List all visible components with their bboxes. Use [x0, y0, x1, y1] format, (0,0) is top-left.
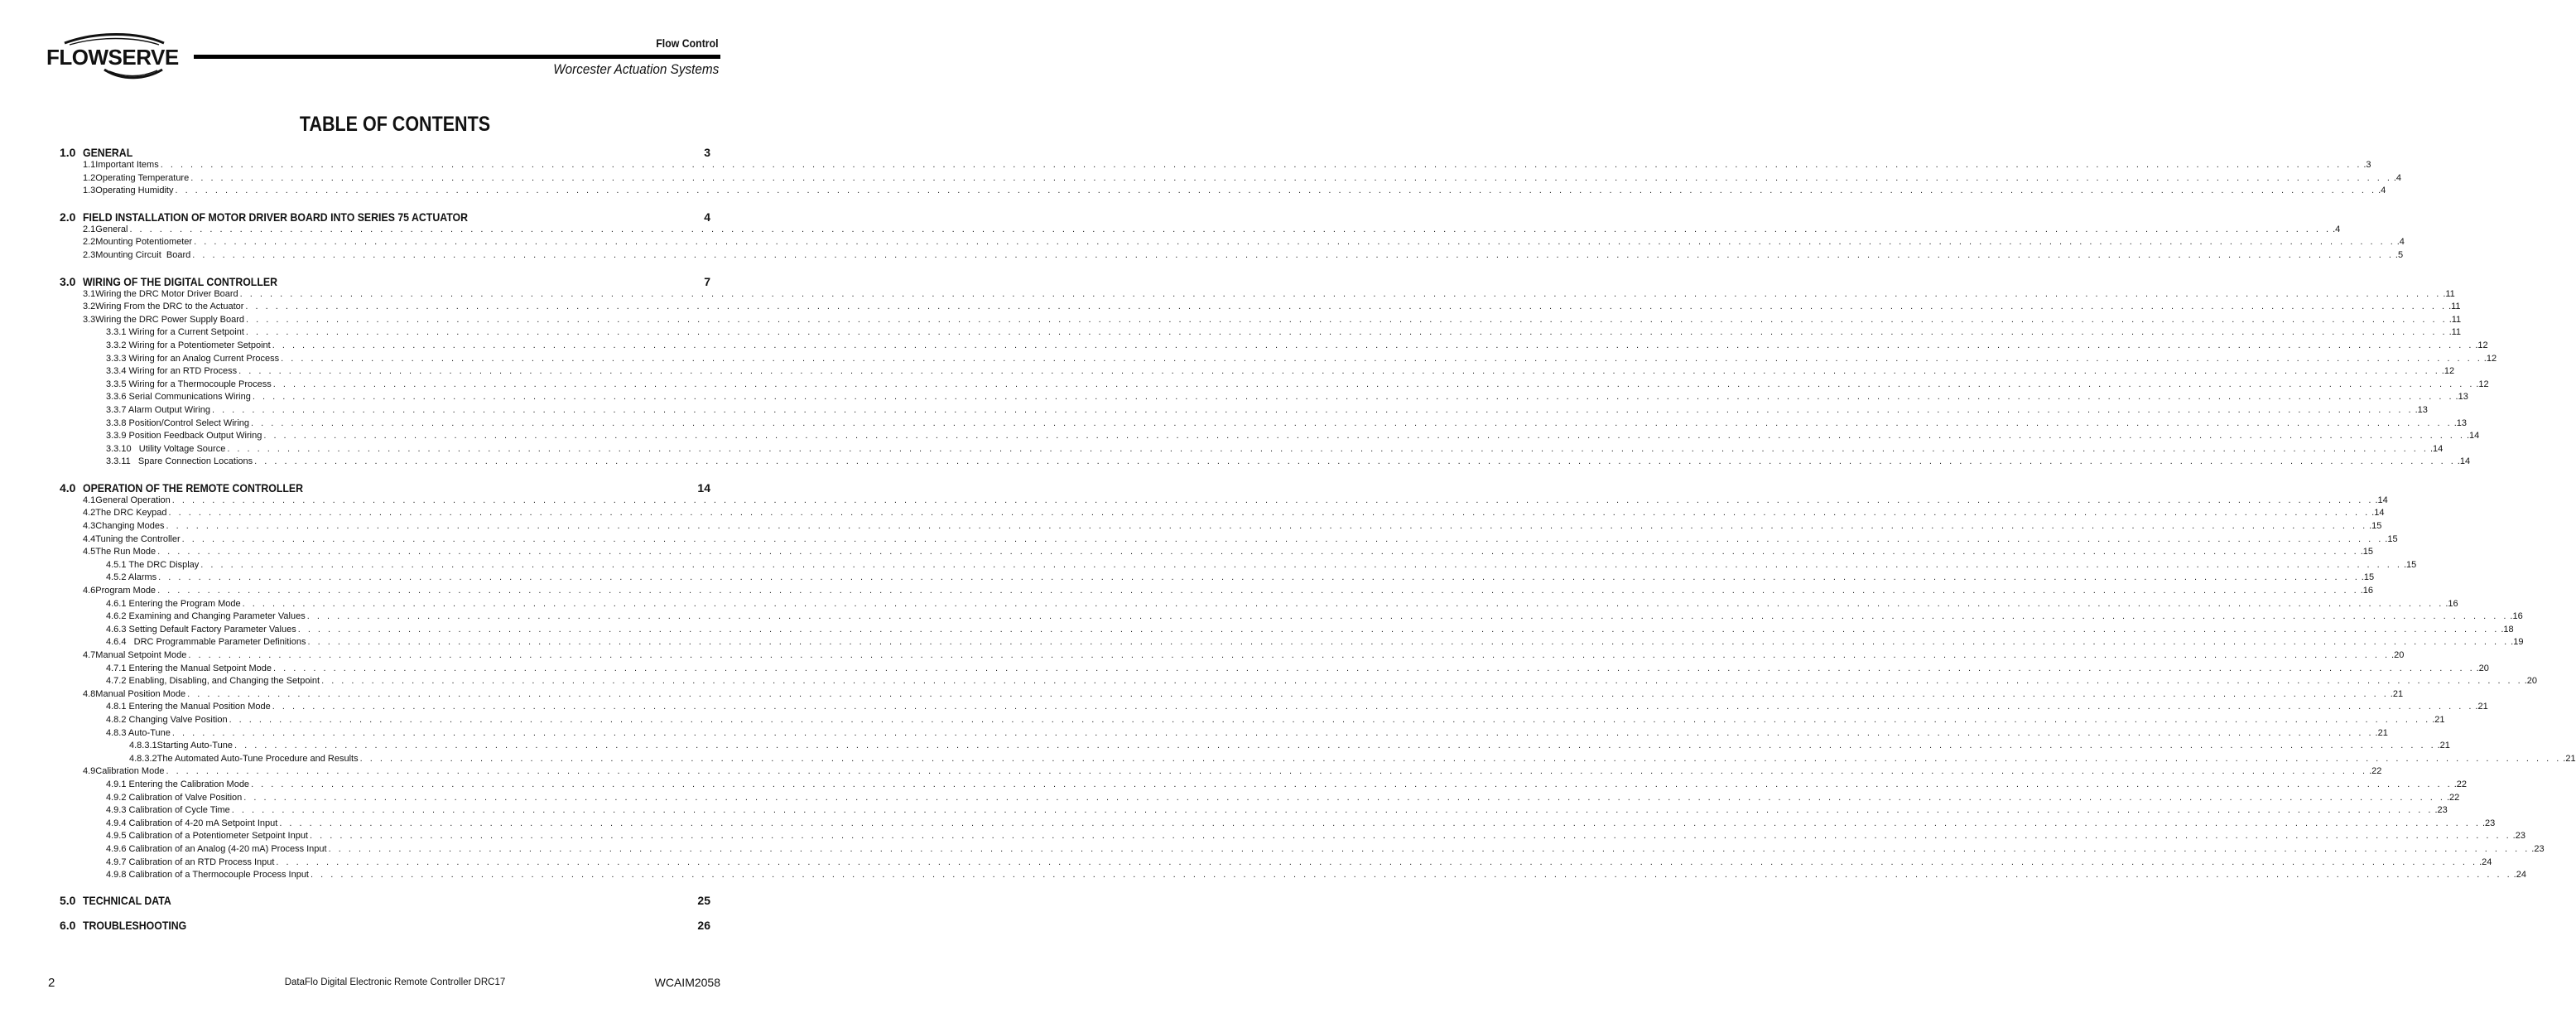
entry-label: Mounting Potentiometer [95, 237, 193, 248]
page-title: TABLE OF CONTENTS [299, 113, 491, 136]
toc-entry[interactable] [60, 818, 2496, 831]
dot-leader: . . . . . . . . . . . . . . . . . . . . . . . . . . . . . . . . . . . . . . . . . . . . . . . . . . . . . . . . . . . . . . . . . . . . . . . . . . . . . . . . . . . . . . . . . . . . . . . . . . . . . . . . . . . . . . . . . . . . . . . . . . . . . . . . . . . . . . . . . . . . . . . . . . . . . . . . . . . . . . . . . . . . . . . . . . . . . . . . . . . . . . . . . . . . . . . . . . . . . . . . . . . . . . . . . . . . . . . . . . . . [188, 650, 2391, 660]
entry-page: .15 [2403, 559, 2417, 570]
entry-label: 4.6.1 Entering the Program Mode [106, 598, 241, 609]
entry-label: 4.8.2 Changing Valve Position [106, 714, 228, 725]
dot-leader: . . . . . . . . . . . . . . . . . . . . . . . . . . . . . . . . . . . . . . . . . . . . . . . . . . . . . . . . . . . . . . . . . . . . . . . . . . . . . . . . . . . . . . . . . . . . . . . . . . . . . . . . . . . . . . . . . . . . . . . . . . . . . . . . . . . . . . . . . . . . . . . . . . . . . . . . . . . . . . . . . . . . . . . . . . . . . . . . . . . . . . . . . . . . . . . . . . . . . . . . . . . . . . . . . . . . . . . . . . . . [171, 727, 2374, 738]
entry-label: Important Items [95, 160, 159, 170]
dot-leader: . . . . . . . . . . . . . . . . . . . . . . . . . . . . . . . . . . . . . . . . . . . . . . . . . . . . . . . . . . . . . . . . . . . . . . . . . . . . . . . . . . . . . . . . . . . . . . . . . . . . . . . . . . . . . . . . . . . . . . . . . . . . . . . . . . . . . . . . . . . . . . . . . . . . . . . . . . . . . . . . . . . . . . . . . . . . . . . . . . . . . . . . . . . . . . . . . . . . . . . . . . . . . . . . . . . . . . . . . . . . [245, 327, 2448, 338]
toc-entry[interactable] [60, 779, 2468, 792]
toc-entry[interactable] [60, 249, 2404, 263]
entry-page: .15 [2360, 547, 2374, 557]
toc-entry[interactable] [60, 365, 2455, 379]
dot-leader: . . . . . . . . . . . . . . . . . . . . . . . . . . . . . . . . . . . . . . . . . . . . . . . . . . . . . . . . . . . . . . . . . . . . . . . . . . . . . . . . . . . . . . . . . . . . . . . . . . . . . . . . . . . . . . . . . . . . . . . . . . . . . . . . . . . . . . . . . . . . . . . . . . . . . . . . . . . . . . . . . . . . . . . . . . . . . . . . . . . . . . . . . . . . . . . . . . . . . . . . . . . . . . . . . . . . . . . . . . . . [251, 417, 2453, 428]
footer-document-title: DataFlo Digital Electronic Remote Controller DRC17 [284, 977, 506, 987]
toc-section-heading[interactable] [60, 481, 710, 495]
entry-page: .12 [2476, 379, 2489, 389]
footer-document-id: WCAIM2058 [654, 976, 720, 989]
dot-leader: . . . . . . . . . . . . . . . . . . . . . . . . . . . . . . . . . . . . . . . . . . . . . . . . . . . . . . . . . . . . . . . . . . . . . . . . . . . . . . . . . . . . . . . . . . . . . . . . . . . . . . . . . . . . . . . . . . . . . . . . . . . . . . . . . . . . . . . . . . . . . . . . . . . . . . . . . . . . . . . . . . . . . . . . . . . . . . . . . . . . . . . . . . . . . . . . . . . . . . . . . . . . . . . . . . . . . . . . . . . . [310, 831, 2511, 842]
dot-leader: . . . . . . . . . . . . . . . . . . . . . . . . . . . . . . . . . . . . . . . . . . . . . . . . . . . . . . . . . . . . . . . . . . . . . . . . . . . . . . . . . . . . . . . . . . . . . . . . . . . . . . . . . . . . . . . . . . . . . . . . . . . . . . . . . . . . . . . . . . . . . . . . . . . . . . . . . . . . . . . . . . . . . . . . . . . . . . . . . . . . . . . . . . . . . . . . . . . . . . . . . . . . . . . . . . . . . . . . . . . . [359, 753, 2562, 764]
entry-number: 1.3 [83, 186, 96, 196]
dot-leader: . . . . . . . . . . . . . . . . . . . . . . . . . . . . . . . . . . . . . . . . . . . . . . . . . . . . . . . . . . . . . . . . . . . . . . . . . . . . . . . . . . . . . . . . . . . . . . . . . . . . . . . . . . . . . . . . . . . . . . . . . . . . . . . . . . . . . . . . . . . . . . . . . . . . . . . . . . . . . . . . . . . . . . . . . . . . . . . . . . . . . . . . . . . . . . . . . . . . . . . . . . . . . . . . . . . . . . . . . . . . [160, 160, 2362, 170]
entry-page: .21 [2432, 714, 2445, 725]
toc-entry[interactable] [60, 804, 2448, 818]
header-rule [194, 55, 720, 59]
dot-leader: . . . . . . . . . . . . . . . . . . . . . . . . . . . . . . . . . . . . . . . . . . . . . . . . . . . . . . . . . . . . . . . . . . . . . . . . . . . . . . . . . . . . . . . . . . . . . . . . . . . . . . . . . . . . . . . . . . . . . . . . . . . . . . . . . . . . . . . . . . . . . . . . . . . . . . . . . . . . . . . . . . . . . . . . . . . . . . . . . . . . . . . . . . . . . . . . . . . . . . . . . . . . . . . . . . . . . . . . . . . . [276, 857, 2478, 867]
entry-label: 4.9.6 Calibration of an Analog (4-20 mA) Process Input [106, 843, 327, 854]
dot-leader: . . . . . . . . . . . . . . . . . . . . . . . . . . . . . . . . . . . . . . . . . . . . . . . . . . . . . . . . . . . . . . . . . . . . . . . . . . . . . . . . . . . . . . . . . . . . . . . . . . . . . . . . . . . . . . . . . . . . . . . . . . . . . . . . . . . . . . . . . . . . . . . . . . . . . . . . . . . . . . . . . . . . . . . . . . . . . . . . . . . . . . . . . . . . . . . . . . . . . . . . . . . . . . . . . . . . . . . . . . . . [231, 805, 2434, 816]
header-division: Flow Control [656, 36, 719, 50]
dot-leader: . . . . . . . . . . . . . . . . . . . . . . . . . . . . . . . . . . . . . . . . . . . . . . . . . . . . . . . . . . . . . . . . . . . . . . . . . . . . . . . . . . . . . . . . . . . . . . . . . . . . . . . . . . . . . . . . . . . . . . . . . . . . . . . . . . . . . . . . . . . . . . . . . . . . . . . . . . . . . . . . . . . . . . . . . . . . . . . . . . . . . . . . . . . . . . . . . . . . . . . . . . . . . . . . . . . . . . . . . . . . [175, 186, 2377, 196]
entry-page: .19 [2511, 637, 2524, 648]
entry-label: 4.9.8 Calibration of a Thermocouple Process Input [106, 870, 309, 881]
section-page: 7 [704, 274, 710, 288]
toc-entry[interactable] [60, 688, 2404, 702]
toc-entry[interactable] [60, 572, 2375, 585]
section-title: GENERAL [83, 146, 133, 159]
toc-entry[interactable] [60, 314, 2462, 327]
dot-leader: . . . . . . . . . . . . . . . . . . . . . . . . . . . . . . . . . . . . . . . . . . . . . . . . . . . . . . . . . . . . . . . . . . . . . . . . . . . . . . . . . . . . . . . . . . . . . . . . . . . . . . . . . . . . . . . . . . . . . . . . . . . . . . . . . . . . . . . . . . . . . . . . . . . . . . . . . . . . . . . . . . . . . . . . . . . . . . . . . . . . . . . . . . . . . . . . . . . . . . . . . . . . . . . . . . . . . . . . . . . . [211, 404, 2414, 415]
entry-page: .11 [2448, 327, 2462, 338]
entry-number: 4.5 [83, 547, 96, 557]
dot-leader: . . . . . . . . . . . . . . . . . . . . . . . . . . . . . . . . . . . . . . . . . . . . . . . . . . . . . . . . . . . . . . . . . . . . . . . . . . . . . . . . . . . . . . . . . . . . . . . . . . . . . . . . . . . . . . . . . . . . . . . . . . . . . . . . . . . . . . . . . . . . . . . . . . . . . . . . . . . . . . . . . . . . . . . . . . . . . . . . . . . . . . . . . . . . . . . . . . . . . . . . . . . . . . . . . . . . . . . . . . . . [306, 611, 2509, 622]
entry-page: .16 [2445, 598, 2458, 609]
entry-label: The DRC Keypad [95, 508, 167, 519]
dot-leader: . . . . . . . . . . . . . . . . . . . . . . . . . . . . . . . . . . . . . . . . . . . . . . . . . . . . . . . . . . . . . . . . . . . . . . . . . . . . . . . . . . . . . . . . . . . . . . . . . . . . . . . . . . . . . . . . . . . . . . . . . . . . . . . . . . . . . . . . . . . . . . . . . . . . . . . . . . . . . . . . . . . . . . . . . . . . . . . . . . . . . . . . . . . . . . . . . . . . . . . . . . . . . . . . . . . . . . . . . . . . [272, 702, 2474, 712]
entry-page: .23 [2531, 843, 2545, 854]
section-title: OPERATION OF THE REMOTE CONTROLLER [83, 480, 304, 495]
entry-label: Operating Temperature [95, 172, 190, 183]
entry-page: .11 [2448, 302, 2461, 312]
entry-label: 4.9.5 Calibration of a Potentiometer Setpoint Input [106, 831, 308, 842]
entry-page: .11 [2448, 314, 2462, 325]
toc-entry[interactable] [60, 288, 2455, 302]
toc-entry[interactable] [60, 533, 2398, 547]
dot-leader: . . . . . . . . . . . . . . . . . . . . . . . . . . . . . . . . . . . . . . . . . . . . . . . . . . . . . . . . . . . . . . . . . . . . . . . . . . . . . . . . . . . . . . . . . . . . . . . . . . . . . . . . . . . . . . . . . . . . . . . . . . . . . . . . . . . . . . . . . . . . . . . . . . . . . . . . . . . . . . . . . . . . . . . . . . . . . . . . . . . . . . . . . . . . . . . . . . . . . . . . . . . . . . . . . . . . . . . . . . . . [252, 392, 2454, 403]
dot-leader: . . . . . . . . . . . . . . . . . . . . . . . . . . . . . . . . . . . . . . . . . . . . . . . . . . . . . . . . . . . . . . . . . . . . . . . . . . . . . . . . . . . . . . . . . . . . . . . . . . . . . . . . . . . . . . . . . . . . . . . . . . . . . . . . . . . . . . . . . . . . . . . . . . . . . . . . . . . . . . . . . . . . . . . . . . . . . . . . . . . . . . . . . . . . . . . . . . . . . . . . . . . . . . . . . . . . . . . . . . . . [166, 766, 2368, 777]
toc-entry[interactable] [60, 636, 2524, 649]
toc-entry[interactable] [60, 391, 2468, 404]
entry-number: 2.3 [83, 249, 96, 260]
section-title: FIELD INSTALLATION OF MOTOR DRIVER BOARD INTO SERIES 75 ACTUATOR [83, 210, 468, 224]
entry-label: Tuning the Controller [95, 533, 181, 544]
entry-number: 4.8 [83, 688, 96, 699]
entry-page: .21 [2390, 688, 2404, 699]
entry-page: .15 [2385, 533, 2398, 544]
toc-entry[interactable] [60, 495, 2388, 508]
entry-page: .20 [2476, 663, 2489, 673]
toc-entry[interactable] [60, 857, 2492, 870]
dot-leader: . . . . . . . . . . . . . . . . . . . . . . . . . . . . . . . . . . . . . . . . . . . . . . . . . . . . . . . . . . . . . . . . . . . . . . . . . . . . . . . . . . . . . . . . . . . . . . . . . . . . . . . . . . . . . . . . . . . . . . . . . . . . . . . . . . . . . . . . . . . . . . . . . . . . . . . . . . . . . . . . . . . . . . . . . . . . . . . . . . . . . . . . . . . . . . . . . . . . . . . . . . . . . . . . . . . . . . . . . . . . [234, 741, 2436, 751]
dot-leader: . . . . . . . . . . . . . . . . . . . . . . . . . . . . . . . . . . . . . . . . . . . . . . . . . . . . . . . . . . . . . . . . . . . . . . . . . . . . . . . . . . . . . . . . . . . . . . . . . . . . . . . . . . . . . . . . . . . . . . . . . . . . . . . . . . . . . . . . . . . . . . . . . . . . . . . . . . . . . . . . . . . . . . . . . . . . . . . . . . . . . . . . . . . . . . . . . . . . . . . . . . . . . . . . . . . . . . . . . . . . [272, 663, 2475, 673]
entry-label: Wiring the DRC Power Supply Board [95, 314, 245, 325]
dot-leader: . . . . . . . . . . . . . . . . . . . . . . . . . . . . . . . . . . . . . . . . . . . . . . . . . . . . . . . . . . . . . . . . . . . . . . . . . . . . . . . . . . . . . . . . . . . . . . . . . . . . . . . . . . . . . . . . . . . . . . . . . . . . . . . . . . . . . . . . . . . . . . . . . . . . . . . . . . . . . . . . . . . . . . . . . . . . . . . . . . . . . . . . . . . . . . . . . . . . . . . . . . . . . . . . . . . . . . . . . . . . [239, 288, 2442, 299]
entry-page: .12 [2483, 353, 2497, 364]
dot-leader: . . . . . . . . . . . . . . . . . . . . . . . . . . . . . . . . . . . . . . . . . . . . . . . . . . . . . . . . . . . . . . . . . . . . . . . . . . . . . . . . . . . . . . . . . . . . . . . . . . . . . . . . . . . . . . . . . . . . . . . . . . . . . . . . . . . . . . . . . . . . . . . . . . . . . . . . . . . . . . . . . . . . . . . . . . . . . . . . . . . . . . . . . . . . . . . . . . . . . . . . . . . . . . . . . . . . . . . . . . . . [187, 688, 2389, 699]
section-number: 6.0 [60, 918, 76, 932]
entry-label: 4.8.1 Entering the Manual Position Mode [106, 702, 271, 712]
dot-leader: . . . . . . . . . . . . . . . . . . . . . . . . . . . . . . . . . . . . . . . . . . . . . . . . . . . . . . . . . . . . . . . . . . . . . . . . . . . . . . . . . . . . . . . . . . . . . . . . . . . . . . . . . . . . . . . . . . . . . . . . . . . . . . . . . . . . . . . . . . . . . . . . . . . . . . . . . . . . . . . . . . . . . . . . . . . . . . . . . . . . . . . . . . . . . . . . . . . . . . . . . . . . . . . . . . . . . . . . . . . . [171, 495, 2374, 505]
entry-label: 4.9.4 Calibration of 4-20 mA Setpoint Input [106, 818, 278, 828]
entry-label: 3.3.7 Alarm Output Wiring [106, 404, 210, 415]
entry-page: .23 [2434, 805, 2448, 816]
dot-leader: . . . . . . . . . . . . . . . . . . . . . . . . . . . . . . . . . . . . . . . . . . . . . . . . . . . . . . . . . . . . . . . . . . . . . . . . . . . . . . . . . . . . . . . . . . . . . . . . . . . . . . . . . . . . . . . . . . . . . . . . . . . . . . . . . . . . . . . . . . . . . . . . . . . . . . . . . . . . . . . . . . . . . . . . . . . . . . . . . . . . . . . . . . . . . . . . . . . . . . . . . . . . . . . . . . . . . . . . . . . . [272, 340, 2474, 350]
entry-page: .4 [2333, 224, 2341, 234]
toc-entry[interactable] [60, 649, 2405, 663]
dot-leader: . . . . . . . . . . . . . . . . . . . . . . . . . . . . . . . . . . . . . . . . . . . . . . . . . . . . . . . . . . . . . . . . . . . . . . . . . . . . . . . . . . . . . . . . . . . . . . . . . . . . . . . . . . . . . . . . . . . . . . . . . . . . . . . . . . . . . . . . . . . . . . . . . . . . . . . . . . . . . . . . . . . . . . . . . . . . . . . . . . . . . . . . . . . . . . . . . . . . . . . . . . . . . . . . . . . . . . . . . . . . [328, 843, 2530, 854]
section-spacer [60, 882, 710, 894]
toc-entry[interactable] [60, 520, 2382, 533]
section-spacer [60, 469, 710, 481]
entry-label: 4.8.3 Auto-Tune [106, 727, 171, 738]
entry-page: .14 [2375, 495, 2388, 505]
section-spacer [60, 907, 710, 919]
dot-leader: . . . . . . . . . . . . . . . . . . . . . . . . . . . . . . . . . . . . . . . . . . . . . . . . . . . . . . . . . . . . . . . . . . . . . . . . . . . . . . . . . . . . . . . . . . . . . . . . . . . . . . . . . . . . . . . . . . . . . . . . . . . . . . . . . . . . . . . . . . . . . . . . . . . . . . . . . . . . . . . . . . . . . . . . . . . . . . . . . . . . . . . . . . . . . . . . . . . . . . . . . . . . . . . . . . . . . . . . . . . . [200, 559, 2402, 570]
entry-label: General Operation [95, 495, 171, 505]
toc-entry[interactable] [60, 585, 2374, 598]
section-spacer [60, 263, 710, 275]
entry-label: Manual Setpoint Mode [95, 650, 187, 660]
entry-label: 4.6.2 Examining and Changing Parameter Values [106, 611, 306, 622]
flowserve-logo [46, 33, 179, 83]
toc-entry[interactable] [60, 236, 2405, 249]
header-subtitle: Worcester Actuation Systems [552, 61, 719, 77]
dot-leader: . . . . . . . . . . . . . . . . . . . . . . . . . . . . . . . . . . . . . . . . . . . . . . . . . . . . . . . . . . . . . . . . . . . . . . . . . . . . . . . . . . . . . . . . . . . . . . . . . . . . . . . . . . . . . . . . . . . . . . . . . . . . . . . . . . . . . . . . . . . . . . . . . . . . . . . . . . . . . . . . . . . . . . . . . . . . . . . . . . . . . . . . . . . . . . . . . . . . . . . . . . . . . . . . . . . . . . . . . . . . [297, 624, 2500, 635]
toc-entry[interactable] [60, 727, 2388, 741]
dot-leader: . . . . . . . . . . . . . . . . . . . . . . . . . . . . . . . . . . . . . . . . . . . . . . . . . . . . . . . . . . . . . . . . . . . . . . . . . . . . . . . . . . . . . . . . . . . . . . . . . . . . . . . . . . . . . . . . . . . . . . . . . . . . . . . . . . . . . . . . . . . . . . . . . . . . . . . . . . . . . . . . . . . . . . . . . . . . . . . . . . . . . . . . . . . . . . . . . . . . . . . . . . . . . . . . . . . . . . . . . . . . [157, 547, 2359, 557]
dot-leader: . . . . . . . . . . . . . . . . . . . . . . . . . . . . . . . . . . . . . . . . . . . . . . . . . . . . . . . . . . . . . . . . . . . . . . . . . . . . . . . . . . . . . . . . . . . . . . . . . . . . . . . . . . . . . . . . . . . . . . . . . . . . . . . . . . . . . . . . . . . . . . . . . . . . . . . . . . . . . . . . . . . . . . . . . . . . . . . . . . . . . . . . . . . . . . . . . . . . . . . . . . . . . . . . . . . . . . . . . . . . [251, 779, 2453, 789]
toc-entry[interactable] [60, 559, 2417, 572]
entry-page: .24 [2479, 857, 2492, 867]
dot-leader: . . . . . . . . . . . . . . . . . . . . . . . . . . . . . . . . . . . . . . . . . . . . . . . . . . . . . . . . . . . . . . . . . . . . . . . . . . . . . . . . . . . . . . . . . . . . . . . . . . . . . . . . . . . . . . . . . . . . . . . . . . . . . . . . . . . . . . . . . . . . . . . . . . . . . . . . . . . . . . . . . . . . . . . . . . . . . . . . . . . . . . . . . . . . . . . . . . . . . . . . . . . . . . . . . . . . . . . . . . . . [166, 521, 2368, 532]
toc-entry[interactable] [60, 610, 2523, 624]
entry-page: .4 [2396, 237, 2405, 248]
entry-page: .12 [2441, 366, 2455, 377]
toc-entry[interactable] [60, 301, 2461, 314]
entry-label: 3.3.3 Wiring for an Analog Current Process [106, 353, 280, 364]
entry-page: .4 [2393, 172, 2402, 183]
entry-label: 4.7.1 Entering the Manual Setpoint Mode [106, 663, 272, 673]
dot-leader: . . . . . . . . . . . . . . . . . . . . . . . . . . . . . . . . . . . . . . . . . . . . . . . . . . . . . . . . . . . . . . . . . . . . . . . . . . . . . . . . . . . . . . . . . . . . . . . . . . . . . . . . . . . . . . . . . . . . . . . . . . . . . . . . . . . . . . . . . . . . . . . . . . . . . . . . . . . . . . . . . . . . . . . . . . . . . . . . . . . . . . . . . . . . . . . . . . . . . . . . . . . . . . . . . . . . . . . . . . . . [192, 249, 2394, 260]
toc-entry[interactable] [60, 546, 2374, 559]
toc-entry[interactable] [60, 185, 2386, 198]
section-page: 14 [697, 480, 710, 495]
entry-number: 4.3 [83, 521, 96, 532]
entry-number: 4.8.3.1 [129, 741, 157, 751]
section-page: 26 [697, 918, 710, 932]
toc-section-heading[interactable] [60, 210, 710, 224]
entry-label: Calibration Mode [95, 766, 165, 777]
entry-number: 4.9 [83, 766, 96, 777]
entry-page: .21 [2437, 741, 2450, 751]
toc-entry[interactable] [60, 159, 2371, 172]
dot-leader: . . . . . . . . . . . . . . . . . . . . . . . . . . . . . . . . . . . . . . . . . . . . . . . . . . . . . . . . . . . . . . . . . . . . . . . . . . . . . . . . . . . . . . . . . . . . . . . . . . . . . . . . . . . . . . . . . . . . . . . . . . . . . . . . . . . . . . . . . . . . . . . . . . . . . . . . . . . . . . . . . . . . . . . . . . . . . . . . . . . . . . . . . . . . . . . . . . . . . . . . . . . . . . . . . . . . . . . . . . . . [242, 598, 2444, 609]
entry-number: 3.2 [83, 302, 96, 312]
toc-entry[interactable] [60, 624, 2514, 637]
entry-label: 4.6.4 DRC Programmable Parameter Definitions [106, 637, 306, 648]
entry-label: Changing Modes [95, 521, 165, 532]
entry-page: .14 [2371, 508, 2385, 519]
entry-page: .12 [2475, 340, 2488, 350]
toc-section-heading[interactable] [60, 275, 710, 288]
toc-entry[interactable] [60, 326, 2462, 340]
dot-leader: . . . . . . . . . . . . . . . . . . . . . . . . . . . . . . . . . . . . . . . . . . . . . . . . . . . . . . . . . . . . . . . . . . . . . . . . . . . . . . . . . . . . . . . . . . . . . . . . . . . . . . . . . . . . . . . . . . . . . . . . . . . . . . . . . . . . . . . . . . . . . . . . . . . . . . . . . . . . . . . . . . . . . . . . . . . . . . . . . . . . . . . . . . . . . . . . . . . . . . . . . . . . . . . . . . . . . . . . . . . . [229, 714, 2431, 725]
dot-leader: . . . . . . . . . . . . . . . . . . . . . . . . . . . . . . . . . . . . . . . . . . . . . . . . . . . . . . . . . . . . . . . . . . . . . . . . . . . . . . . . . . . . . . . . . . . . . . . . . . . . . . . . . . . . . . . . . . . . . . . . . . . . . . . . . . . . . . . . . . . . . . . . . . . . . . . . . . . . . . . . . . . . . . . . . . . . . . . . . . . . . . . . . . . . . . . . . . . . . . . . . . . . . . . . . . . . . . . . . . . . [254, 456, 2456, 467]
logo-text: FLOWSERVE [46, 45, 179, 70]
entry-page: .23 [2512, 831, 2525, 842]
entry-number: 4.8.3.2 [129, 753, 157, 764]
entry-page: .22 [2369, 766, 2382, 777]
toc-entry[interactable] [60, 753, 2576, 766]
toc-entry[interactable] [60, 404, 2428, 417]
toc-entry[interactable] [60, 172, 2402, 186]
entry-page: .20 [2524, 676, 2538, 687]
entry-label: 4.7.2 Enabling, Disabling, and Changing the Setpoint [106, 676, 320, 687]
entry-page: .21 [2563, 753, 2576, 764]
dot-leader: . . . . . . . . . . . . . . . . . . . . . . . . . . . . . . . . . . . . . . . . . . . . . . . . . . . . . . . . . . . . . . . . . . . . . . . . . . . . . . . . . . . . . . . . . . . . . . . . . . . . . . . . . . . . . . . . . . . . . . . . . . . . . . . . . . . . . . . . . . . . . . . . . . . . . . . . . . . . . . . . . . . . . . . . . . . . . . . . . . . . . . . . . . . . . . . . . . . . . . . . . . . . . . . . . . . . . . . . . . . . [194, 237, 2395, 248]
entry-number: 4.2 [83, 508, 96, 519]
entry-page: .24 [2513, 870, 2526, 881]
toc-entry[interactable] [60, 224, 2341, 237]
entry-label: Wiring From the DRC to the Actuator [95, 302, 244, 312]
dot-leader: . . . . . . . . . . . . . . . . . . . . . . . . . . . . . . . . . . . . . . . . . . . . . . . . . . . . . . . . . . . . . . . . . . . . . . . . . . . . . . . . . . . . . . . . . . . . . . . . . . . . . . . . . . . . . . . . . . . . . . . . . . . . . . . . . . . . . . . . . . . . . . . . . . . . . . . . . . . . . . . . . . . . . . . . . . . . . . . . . . . . . . . . . . . . . . . . . . . . . . . . . . . . . . . . . . . . . . . . . . . . [307, 637, 2510, 648]
entry-number: 4.6 [83, 586, 96, 596]
toc-entry[interactable] [60, 843, 2545, 857]
section-number: 5.0 [60, 893, 76, 907]
entry-label: 3.3.9 Position Feedback Output Wiring [106, 431, 262, 442]
dot-leader: . . . . . . . . . . . . . . . . . . . . . . . . . . . . . . . . . . . . . . . . . . . . . . . . . . . . . . . . . . . . . . . . . . . . . . . . . . . . . . . . . . . . . . . . . . . . . . . . . . . . . . . . . . . . . . . . . . . . . . . . . . . . . . . . . . . . . . . . . . . . . . . . . . . . . . . . . . . . . . . . . . . . . . . . . . . . . . . . . . . . . . . . . . . . . . . . . . . . . . . . . . . . . . . . . . . . . . . . . . . . [263, 431, 2465, 442]
entry-label: Starting Auto-Tune [156, 741, 233, 751]
dot-leader: . . . . . . . . . . . . . . . . . . . . . . . . . . . . . . . . . . . . . . . . . . . . . . . . . . . . . . . . . . . . . . . . . . . . . . . . . . . . . . . . . . . . . . . . . . . . . . . . . . . . . . . . . . . . . . . . . . . . . . . . . . . . . . . . . . . . . . . . . . . . . . . . . . . . . . . . . . . . . . . . . . . . . . . . . . . . . . . . . . . . . . . . . . . . . . . . . . . . . . . . . . . . . . . . . . . . . . . . . . . . [238, 366, 2440, 377]
entry-page: .16 [2360, 586, 2374, 596]
entry-label: 4.5.1 The DRC Display [106, 559, 200, 570]
toc-entry[interactable] [60, 675, 2538, 688]
entry-number: 4.7 [83, 650, 96, 660]
entry-page: .3 [2363, 160, 2371, 170]
dot-leader: . . . . . . . . . . . . . . . . . . . . . . . . . . . . . . . . . . . . . . . . . . . . . . . . . . . . . . . . . . . . . . . . . . . . . . . . . . . . . . . . . . . . . . . . . . . . . . . . . . . . . . . . . . . . . . . . . . . . . . . . . . . . . . . . . . . . . . . . . . . . . . . . . . . . . . . . . . . . . . . . . . . . . . . . . . . . . . . . . . . . . . . . . . . . . . . . . . . . . . . . . . . . . . . . . . . . . . . . . . . . [311, 870, 2512, 881]
entry-label: 3.3.5 Wiring for a Thermocouple Process [106, 379, 272, 389]
entry-page: .22 [2446, 792, 2460, 803]
dot-leader: . . . . . . . . . . . . . . . . . . . . . . . . . . . . . . . . . . . . . . . . . . . . . . . . . . . . . . . . . . . . . . . . . . . . . . . . . . . . . . . . . . . . . . . . . . . . . . . . . . . . . . . . . . . . . . . . . . . . . . . . . . . . . . . . . . . . . . . . . . . . . . . . . . . . . . . . . . . . . . . . . . . . . . . . . . . . . . . . . . . . . . . . . . . . . . . . . . . . . . . . . . . . . . . . . . . . . . . . . . . . [157, 586, 2359, 596]
entry-page: .11 [2443, 288, 2455, 299]
toc-entry[interactable] [60, 701, 2488, 714]
section-number: 4.0 [60, 480, 76, 495]
entry-page: .16 [2510, 611, 2523, 622]
entry-page: .23 [2482, 818, 2496, 828]
section-page: 25 [697, 893, 710, 907]
toc-entry[interactable] [60, 714, 2445, 727]
section-number: 1.0 [60, 146, 76, 159]
dot-leader: . . . . . . . . . . . . . . . . . . . . . . . . . . . . . . . . . . . . . . . . . . . . . . . . . . . . . . . . . . . . . . . . . . . . . . . . . . . . . . . . . . . . . . . . . . . . . . . . . . . . . . . . . . . . . . . . . . . . . . . . . . . . . . . . . . . . . . . . . . . . . . . . . . . . . . . . . . . . . . . . . . . . . . . . . . . . . . . . . . . . . . . . . . . . . . . . . . . . . . . . . . . . . . . . . . . . . . . . . . . . [129, 224, 2332, 234]
entry-label: 3.3.6 Serial Communications Wiring [106, 392, 251, 403]
toc-section-heading[interactable] [60, 146, 710, 159]
dot-leader: . . . . . . . . . . . . . . . . . . . . . . . . . . . . . . . . . . . . . . . . . . . . . . . . . . . . . . . . . . . . . . . . . . . . . . . . . . . . . . . . . . . . . . . . . . . . . . . . . . . . . . . . . . . . . . . . . . . . . . . . . . . . . . . . . . . . . . . . . . . . . . . . . . . . . . . . . . . . . . . . . . . . . . . . . . . . . . . . . . . . . . . . . . . . . . . . . . . . . . . . . . . . . . . . . . . . . . . . . . . . [272, 379, 2475, 389]
entry-page: .18 [2501, 624, 2514, 635]
entry-label: 3.3.11 Spare Connection Locations [106, 456, 253, 467]
entry-page: .21 [2375, 727, 2388, 738]
dot-leader: . . . . . . . . . . . . . . . . . . . . . . . . . . . . . . . . . . . . . . . . . . . . . . . . . . . . . . . . . . . . . . . . . . . . . . . . . . . . . . . . . . . . . . . . . . . . . . . . . . . . . . . . . . . . . . . . . . . . . . . . . . . . . . . . . . . . . . . . . . . . . . . . . . . . . . . . . . . . . . . . . . . . . . . . . . . . . . . . . . . . . . . . . . . . . . . . . . . . . . . . . . . . . . . . . . . . . . . . . . . . [281, 353, 2482, 364]
entry-page: .13 [2453, 417, 2467, 428]
entry-label: 4.6.3 Setting Default Factory Parameter Values [106, 624, 296, 635]
toc-entry[interactable] [60, 417, 2467, 431]
entry-number: 3.3 [83, 314, 96, 325]
entry-page: .21 [2475, 702, 2488, 712]
entry-page: .22 [2453, 779, 2468, 789]
dot-leader: . . . . . . . . . . . . . . . . . . . . . . . . . . . . . . . . . . . . . . . . . . . . . . . . . . . . . . . . . . . . . . . . . . . . . . . . . . . . . . . . . . . . . . . . . . . . . . . . . . . . . . . . . . . . . . . . . . . . . . . . . . . . . . . . . . . . . . . . . . . . . . . . . . . . . . . . . . . . . . . . . . . . . . . . . . . . . . . . . . . . . . . . . . . . . . . . . . . . . . . . . . . . . . . . . . . . . . . . . . . . [168, 508, 2371, 519]
footer-page-number: 2 [48, 976, 55, 990]
entry-page: .14 [2457, 456, 2471, 467]
section-title: TECHNICAL DATA [83, 893, 171, 907]
toc-entry[interactable] [60, 430, 2480, 443]
section-title: TROUBLESHOOTING [83, 918, 187, 932]
section-page: 4 [704, 210, 710, 224]
entry-label: The Run Mode [95, 547, 156, 557]
entry-page: .20 [2391, 650, 2405, 660]
entry-label: 3.3.10 Utility Voltage Source [106, 443, 226, 454]
entry-page: .5 [2395, 249, 2404, 260]
dot-leader: . . . . . . . . . . . . . . . . . . . . . . . . . . . . . . . . . . . . . . . . . . . . . . . . . . . . . . . . . . . . . . . . . . . . . . . . . . . . . . . . . . . . . . . . . . . . . . . . . . . . . . . . . . . . . . . . . . . . . . . . . . . . . . . . . . . . . . . . . . . . . . . . . . . . . . . . . . . . . . . . . . . . . . . . . . . . . . . . . . . . . . . . . . . . . . . . . . . . . . . . . . . . . . . . . . . . . . . . . . . . [321, 676, 2523, 687]
entry-label: 4.9.1 Entering the Calibration Mode [106, 779, 250, 789]
toc-entry[interactable] [60, 830, 2525, 843]
dot-leader: . . . . . . . . . . . . . . . . . . . . . . . . . . . . . . . . . . . . . . . . . . . . . . . . . . . . . . . . . . . . . . . . . . . . . . . . . . . . . . . . . . . . . . . . . . . . . . . . . . . . . . . . . . . . . . . . . . . . . . . . . . . . . . . . . . . . . . . . . . . . . . . . . . . . . . . . . . . . . . . . . . . . . . . . . . . . . . . . . . . . . . . . . . . . . . . . . . . . . . . . . . . . . . . . . . . . . . . . . . . . [227, 443, 2429, 454]
entry-number: 4.1 [83, 495, 96, 505]
entry-label: 3.3.2 Wiring for a Potentiometer Setpoint [106, 340, 271, 350]
toc-entry[interactable] [60, 663, 2489, 676]
toc-entry[interactable] [60, 379, 2489, 392]
entry-page: .13 [2455, 392, 2468, 403]
dot-leader: . . . . . . . . . . . . . . . . . . . . . . . . . . . . . . . . . . . . . . . . . . . . . . . . . . . . . . . . . . . . . . . . . . . . . . . . . . . . . . . . . . . . . . . . . . . . . . . . . . . . . . . . . . . . . . . . . . . . . . . . . . . . . . . . . . . . . . . . . . . . . . . . . . . . . . . . . . . . . . . . . . . . . . . . . . . . . . . . . . . . . . . . . . . . . . . . . . . . . . . . . . . . . . . . . . . . . . . . . . . . [243, 792, 2445, 803]
dot-leader: . . . . . . . . . . . . . . . . . . . . . . . . . . . . . . . . . . . . . . . . . . . . . . . . . . . . . . . . . . . . . . . . . . . . . . . . . . . . . . . . . . . . . . . . . . . . . . . . . . . . . . . . . . . . . . . . . . . . . . . . . . . . . . . . . . . . . . . . . . . . . . . . . . . . . . . . . . . . . . . . . . . . . . . . . . . . . . . . . . . . . . . . . . . . . . . . . . . . . . . . . . . . . . . . . . . . . . . . . . . . [246, 314, 2448, 325]
dot-leader: . . . . . . . . . . . . . . . . . . . . . . . . . . . . . . . . . . . . . . . . . . . . . . . . . . . . . . . . . . . . . . . . . . . . . . . . . . . . . . . . . . . . . . . . . . . . . . . . . . . . . . . . . . . . . . . . . . . . . . . . . . . . . . . . . . . . . . . . . . . . . . . . . . . . . . . . . . . . . . . . . . . . . . . . . . . . . . . . . . . . . . . . . . . . . . . . . . . . . . . . . . . . . . . . . . . . . . . . . . . . [181, 533, 2384, 544]
entry-label: Wiring the DRC Motor Driver Board [95, 288, 238, 299]
dot-leader: . . . . . . . . . . . . . . . . . . . . . . . . . . . . . . . . . . . . . . . . . . . . . . . . . . . . . . . . . . . . . . . . . . . . . . . . . . . . . . . . . . . . . . . . . . . . . . . . . . . . . . . . . . . . . . . . . . . . . . . . . . . . . . . . . . . . . . . . . . . . . . . . . . . . . . . . . . . . . . . . . . . . . . . . . . . . . . . . . . . . . . . . . . . . . . . . . . . . . . . . . . . . . . . . . . . . . . . . . . . . [279, 818, 2481, 828]
toc-entry[interactable] [60, 740, 2450, 753]
dot-leader: . . . . . . . . . . . . . . . . . . . . . . . . . . . . . . . . . . . . . . . . . . . . . . . . . . . . . . . . . . . . . . . . . . . . . . . . . . . . . . . . . . . . . . . . . . . . . . . . . . . . . . . . . . . . . . . . . . . . . . . . . . . . . . . . . . . . . . . . . . . . . . . . . . . . . . . . . . . . . . . . . . . . . . . . . . . . . . . . . . . . . . . . . . . . . . . . . . . . . . . . . . . . . . . . . . . . . . . . . . . . [245, 302, 2448, 312]
entry-label: 4.5.2 Alarms [106, 572, 157, 583]
entry-number: 3.1 [83, 288, 96, 299]
entry-number: 4.4 [83, 533, 96, 544]
entry-number: 1.2 [83, 172, 96, 183]
section-number: 3.0 [60, 274, 76, 288]
entry-number: 2.1 [83, 224, 96, 234]
section-number: 2.0 [60, 210, 76, 224]
entry-label: Program Mode [95, 586, 156, 596]
entry-page: .14 [2429, 443, 2444, 454]
entry-page: .15 [2361, 572, 2375, 583]
entry-label: 3.3.1 Wiring for a Current Setpoint [106, 327, 244, 338]
entry-label: Operating Humidity [95, 186, 174, 196]
entry-page: .4 [2378, 186, 2386, 196]
section-page: 3 [704, 146, 710, 159]
entry-number: 2.2 [83, 237, 96, 248]
toc-entry[interactable] [60, 792, 2460, 805]
entry-label: 3.3.4 Wiring for an RTD Process [106, 366, 238, 377]
toc-entry[interactable] [60, 598, 2458, 611]
toc-section-heading[interactable] [60, 894, 710, 907]
dot-leader: . . . . . . . . . . . . . . . . . . . . . . . . . . . . . . . . . . . . . . . . . . . . . . . . . . . . . . . . . . . . . . . . . . . . . . . . . . . . . . . . . . . . . . . . . . . . . . . . . . . . . . . . . . . . . . . . . . . . . . . . . . . . . . . . . . . . . . . . . . . . . . . . . . . . . . . . . . . . . . . . . . . . . . . . . . . . . . . . . . . . . . . . . . . . . . . . . . . . . . . . . . . . . . . . . . . . . . . . . . . . [190, 172, 2392, 183]
entry-label: 4.9.3 Calibration of Cycle Time [106, 805, 230, 816]
toc-entry[interactable] [60, 353, 2497, 366]
toc-entry[interactable] [60, 340, 2488, 353]
section-title: WIRING OF THE DIGITAL CONTROLLER [83, 274, 277, 288]
entry-label: General [95, 224, 128, 234]
toc-entry[interactable] [60, 507, 2385, 520]
toc-section-heading[interactable] [60, 919, 710, 932]
entry-label: 3.3.8 Position/Control Select Wiring [106, 417, 250, 428]
entry-number: 1.1 [83, 160, 96, 170]
toc-entry[interactable] [60, 456, 2471, 469]
entry-label: 4.9.7 Calibration of an RTD Process Input [106, 857, 275, 867]
toc-entry[interactable] [60, 443, 2444, 456]
entry-page: .13 [2415, 404, 2428, 415]
entry-page: .15 [2369, 521, 2382, 532]
entry-label: 4.9.2 Calibration of Valve Position [106, 792, 243, 803]
dot-leader: . . . . . . . . . . . . . . . . . . . . . . . . . . . . . . . . . . . . . . . . . . . . . . . . . . . . . . . . . . . . . . . . . . . . . . . . . . . . . . . . . . . . . . . . . . . . . . . . . . . . . . . . . . . . . . . . . . . . . . . . . . . . . . . . . . . . . . . . . . . . . . . . . . . . . . . . . . . . . . . . . . . . . . . . . . . . . . . . . . . . . . . . . . . . . . . . . . . . . . . . . . . . . . . . . . . . . . . . . . . . [158, 572, 2360, 583]
toc-entry[interactable] [60, 869, 2526, 882]
entry-label: Manual Position Mode [95, 688, 186, 699]
table-of-contents [60, 146, 2576, 932]
toc-entry[interactable] [60, 765, 2382, 779]
entry-page: .14 [2466, 431, 2480, 442]
entry-label: Mounting Circuit Board [95, 249, 191, 260]
entry-label: The Automated Auto-Tune Procedure and Results [156, 753, 359, 764]
section-spacer [60, 198, 710, 210]
